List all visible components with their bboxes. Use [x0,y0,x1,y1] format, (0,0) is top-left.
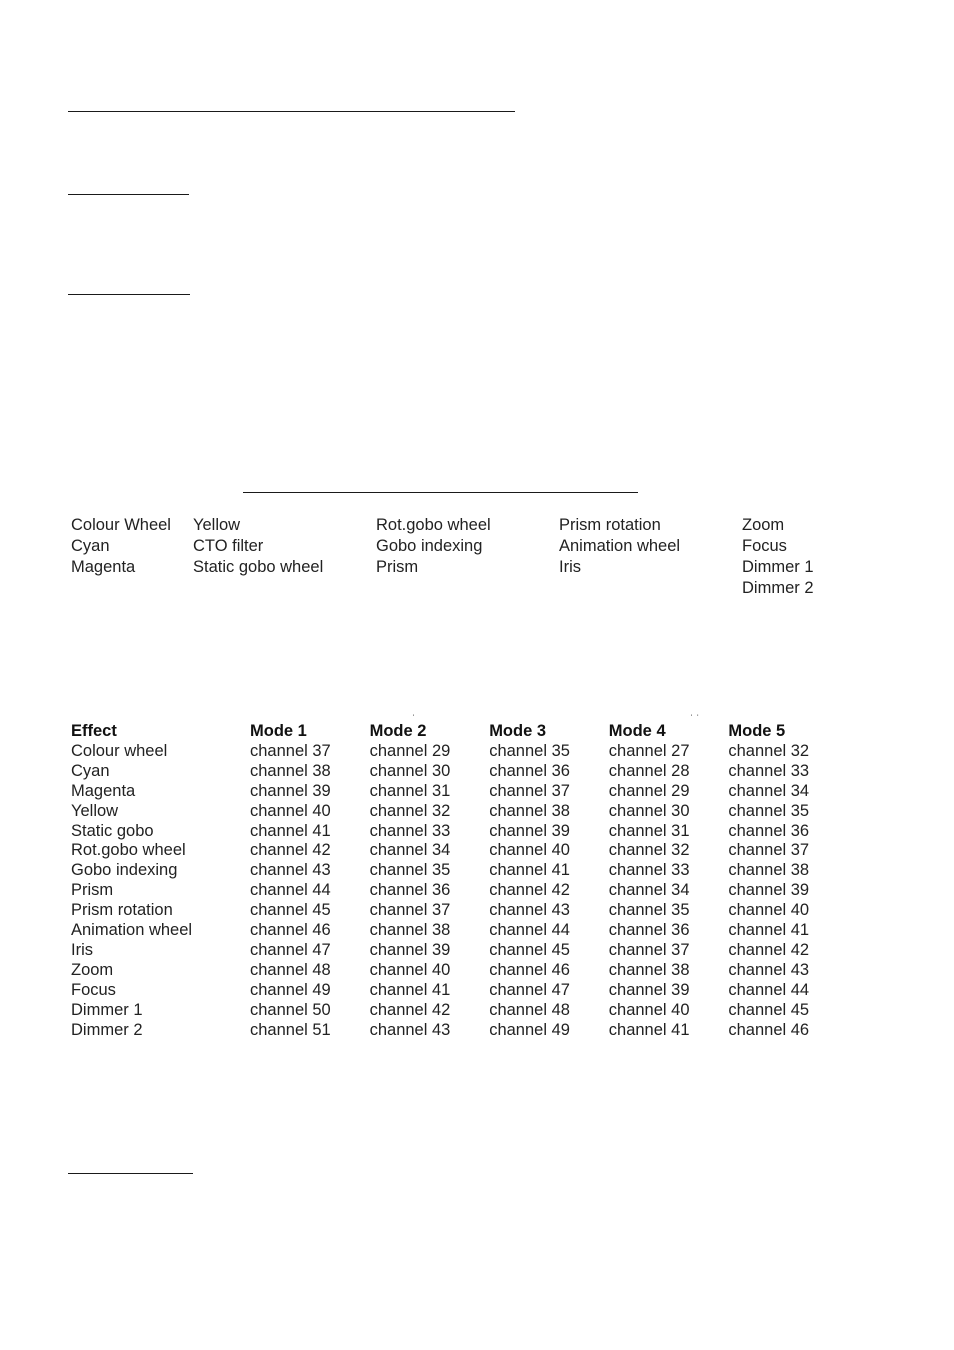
effect-item: Focus [742,537,787,555]
effect-item: Dimmer 2 [742,579,814,597]
channel-assignment-table [71,722,848,1041]
effect-item: Colour Wheel [71,516,171,534]
effects-column-5 [742,515,814,599]
effect-name-cell: Colour wheel [71,741,168,760]
heading-rule-bottom [68,1173,193,1174]
effect-item: Prism rotation [559,516,661,534]
table-row [71,881,848,901]
channel-cell: channel 32 [728,741,810,760]
channel-cell: channel 48 [250,960,331,979]
channel-cell: channel 49 [489,1020,570,1039]
channel-cell: channel 50 [250,1000,331,1019]
table-row [71,802,848,822]
effect-name-cell: Yellow [71,801,119,820]
column-header: Mode 5 [728,722,786,740]
heading-rule-top [68,111,515,112]
channel-cell: channel 36 [608,921,690,940]
table-row [71,981,848,1001]
channel-cell: channel 38 [489,801,570,820]
column-header: Mode 4 [608,722,666,740]
table-row [71,901,848,921]
table-row [71,1021,848,1041]
effect-name-cell: Prism rotation [71,901,173,920]
effect-item: Prism [376,558,419,576]
effect-name-cell: Animation wheel [71,921,193,940]
channel-cell: channel 42 [369,1000,451,1019]
effect-item: Gobo indexing [376,537,483,555]
channel-cell: channel 49 [250,980,331,999]
channel-cell: channel 41 [250,821,331,840]
effect-item: Zoom [742,516,785,534]
effect-name-cell: Focus [71,980,116,999]
effect-name-cell: Gobo indexing [71,861,178,880]
channel-cell: channel 41 [728,921,810,940]
scan-artifact-mark: ˈ [412,714,416,725]
channel-cell: channel 40 [369,960,451,979]
table-row [71,782,848,802]
channel-cell: channel 42 [250,841,331,860]
channel-cell: channel 32 [608,841,690,860]
channel-cell: channel 29 [608,781,690,800]
channel-cell: channel 39 [728,881,810,900]
channel-cell: channel 35 [608,901,690,920]
channel-cell: channel 38 [250,761,331,780]
channel-cell: channel 35 [489,741,570,760]
table-row [71,1001,848,1021]
channel-cell: channel 28 [608,761,690,780]
channel-cell: channel 51 [250,1020,331,1039]
channel-cell: channel 27 [608,741,690,760]
column-header: Mode 1 [250,722,307,740]
channel-cell: channel 36 [369,881,451,900]
table-row [71,762,848,782]
channel-cell: channel 38 [608,960,690,979]
channel-cell: channel 35 [728,801,810,820]
channel-cell: channel 36 [728,821,810,840]
effect-item: Yellow [193,516,241,534]
table-row [71,961,848,981]
channel-cell: channel 37 [608,940,690,959]
channel-cell: channel 35 [369,861,451,880]
channel-cell: channel 44 [250,881,331,900]
effect-name-cell: Static gobo [71,821,154,840]
channel-cell: channel 30 [369,761,451,780]
channel-cell: channel 42 [489,881,570,900]
channel-cell: channel 45 [250,901,331,920]
effect-name-cell: Magenta [71,781,136,800]
effects-column-3 [376,515,491,578]
effect-item: Magenta [71,558,136,576]
effect-name-cell: Zoom [71,960,114,979]
channel-cell: channel 40 [608,1000,690,1019]
channel-cell: channel 40 [728,901,810,920]
channel-cell: channel 39 [489,821,570,840]
channel-cell: channel 33 [369,821,451,840]
effect-item: Iris [559,558,581,576]
channel-cell: channel 37 [250,741,331,760]
effect-item: Cyan [71,537,110,555]
channel-cell: channel 43 [369,1020,451,1039]
table-row [71,941,848,961]
channel-cell: channel 33 [728,761,810,780]
effect-item: Rot.gobo wheel [376,516,491,534]
channel-cell: channel 46 [728,1020,810,1039]
column-header: Mode 3 [489,722,547,740]
channel-cell: channel 45 [728,1000,810,1019]
channel-cell: channel 41 [489,861,570,880]
table-row [71,841,848,861]
effects-heading-rule [243,492,638,493]
channel-cell: channel 37 [369,901,451,920]
channel-cell: channel 37 [728,841,810,860]
effects-column-1 [71,515,171,578]
channel-cell: channel 43 [489,901,570,920]
effect-item: Static gobo wheel [193,558,324,576]
table-row [71,861,848,881]
effect-name-cell: Cyan [71,761,110,780]
channel-cell: channel 39 [369,940,451,959]
channel-cell: channel 30 [608,801,690,820]
channel-cell: channel 43 [728,960,810,979]
table-row [71,921,848,941]
channel-cell: channel 39 [608,980,690,999]
channel-cell: channel 39 [250,781,331,800]
channel-cell: channel 38 [728,861,810,880]
channel-cell: channel 34 [608,881,690,900]
channel-cell: channel 32 [369,801,451,820]
channel-cell: channel 34 [369,841,451,860]
effect-item: Dimmer 1 [742,558,814,576]
channel-cell: channel 43 [250,861,331,880]
channel-cell: channel 40 [250,801,331,820]
effect-name-cell: Iris [71,940,93,959]
channel-cell: channel 44 [728,980,810,999]
effect-name-cell: Rot.gobo wheel [71,841,186,860]
table-body [71,742,848,1041]
column-header: Mode 2 [369,722,427,740]
table-header-row [71,722,848,742]
channel-cell: channel 40 [489,841,570,860]
channel-cell: channel 47 [250,940,331,959]
column-header: Effect [71,722,117,740]
effects-column-4 [559,515,680,578]
channel-cell: channel 46 [250,921,331,940]
heading-rule-short-1 [68,194,189,195]
channel-cell: channel 46 [489,960,570,979]
scan-artifact-mark: ˈ ˈ [690,714,700,725]
effect-item: CTO filter [193,537,264,555]
channel-cell: channel 33 [608,861,690,880]
channel-cell: channel 29 [369,741,451,760]
channel-cell: channel 31 [369,781,451,800]
heading-rule-short-2 [68,294,190,295]
channel-cell: channel 48 [489,1000,570,1019]
effect-name-cell: Dimmer 2 [71,1020,143,1039]
channel-cell: channel 41 [369,980,451,999]
table-row [71,822,848,842]
effect-name-cell: Dimmer 1 [71,1000,143,1019]
channel-cell: channel 47 [489,980,570,999]
effect-item: Animation wheel [559,537,681,555]
channel-cell: channel 31 [608,821,690,840]
channel-cell: channel 37 [489,781,570,800]
effects-column-2 [193,515,323,578]
channel-cell: channel 41 [608,1020,690,1039]
channel-cell: channel 45 [489,940,570,959]
effect-name-cell: Prism [71,881,114,900]
channel-cell: channel 36 [489,761,570,780]
channel-cell: channel 44 [489,921,570,940]
channel-cell: channel 38 [369,921,451,940]
channel-cell: channel 34 [728,781,810,800]
table-row [71,742,848,762]
channel-cell: channel 42 [728,940,810,959]
